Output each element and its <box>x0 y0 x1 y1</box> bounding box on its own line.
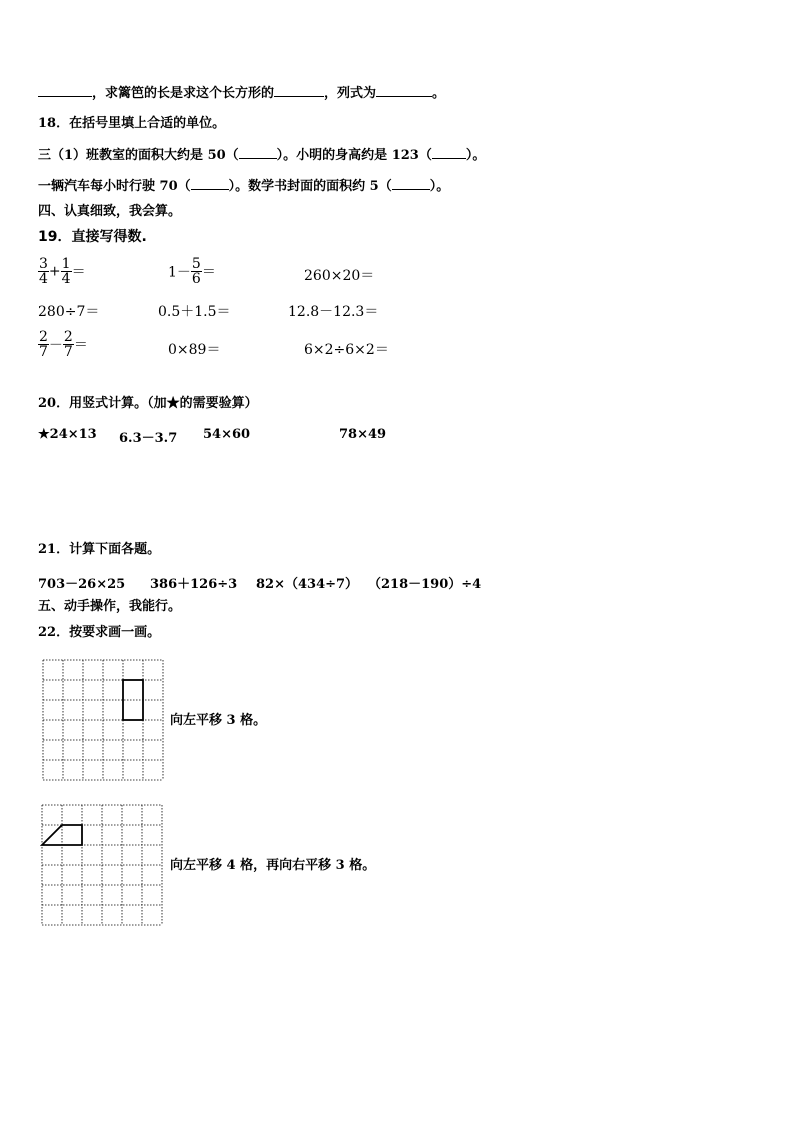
section-4-title: 四、认真细致，我会算。 <box>38 204 182 219</box>
unit-blank[interactable] <box>191 177 229 190</box>
q20-expr-3: 54×60 <box>203 427 251 442</box>
q19-expr-1: $\frac{3}{4}$ + $\frac{1}{4}$ ＝ <box>39 256 86 287</box>
q19-expr-8: 0×89＝ <box>168 342 221 358</box>
q22-title: 22．按要求画一画。 <box>38 625 161 640</box>
q20-expr-1: ★24×13 <box>38 427 97 442</box>
q19-expr-5: 0.5＋1.5＝ <box>158 304 231 320</box>
q21-expr-4: （218－190）÷4 <box>368 577 482 592</box>
grid-1 <box>42 659 166 783</box>
answer-blank[interactable] <box>274 84 324 97</box>
grid-2-instruction: 向左平移 4 格，再向右平移 3 格。 <box>170 858 376 873</box>
q18-line1: 三（1）班教室的面积大约是 50（ ）。小明的身高约是 123（ ）。 <box>38 148 486 163</box>
q19-expr-7: $\frac{2}{7}$ － $\frac{2}{7}$ ＝ <box>39 329 88 360</box>
unit-blank[interactable] <box>392 177 430 190</box>
section-5-title: 五、动手操作，我能行。 <box>38 599 182 614</box>
q18-line2: 一辆汽车每小时行驶 70（ ）。数学书封面的面积约 5（ ）。 <box>38 179 450 194</box>
q20-title: 20．用竖式计算。（加★的需要验算） <box>38 396 258 411</box>
q21-title: 21．计算下面各题。 <box>38 542 161 557</box>
q21-expr-1: 703－26×25 <box>38 577 126 592</box>
grid-1-instruction: 向左平移 3 格。 <box>170 713 267 728</box>
fraction: $\frac{3}{4}$ <box>39 256 48 287</box>
q19-title: 19．直接写得数. <box>38 229 147 245</box>
q19-expr-9: 6×2÷6×2＝ <box>304 342 389 358</box>
answer-blank[interactable] <box>376 84 432 97</box>
fraction: $\frac{2}{7}$ <box>63 329 73 360</box>
q18-title: 18．在括号里填上合适的单位。 <box>38 116 226 131</box>
q19-expr-4: 280÷7＝ <box>38 304 100 320</box>
unit-blank[interactable] <box>432 146 466 159</box>
fraction: $\frac{2}{7}$ <box>39 329 48 360</box>
q20-expr-4: 78×49 <box>339 427 387 442</box>
q19-expr-6: 12.8－12.3＝ <box>288 304 379 320</box>
unit-blank[interactable] <box>239 146 277 159</box>
answer-blank[interactable] <box>38 84 92 97</box>
q20-expr-2: 6.3－3.7 <box>119 431 178 446</box>
grid-2 <box>40 804 166 928</box>
q21-expr-3: 82×（434÷7） <box>256 577 359 592</box>
q19-expr-3: 260×20＝ <box>304 268 375 284</box>
fraction: $\frac{5}{6}$ <box>191 256 201 287</box>
fill-line-fence: ，求篱笆的长是求这个长方形的 ，列式为 。 <box>38 84 445 102</box>
q19-expr-2: 1－ $\frac{5}{6}$ ＝ <box>168 256 216 287</box>
fraction: $\frac{1}{4}$ <box>61 256 71 287</box>
q21-expr-2: 386＋126÷3 <box>150 577 238 592</box>
